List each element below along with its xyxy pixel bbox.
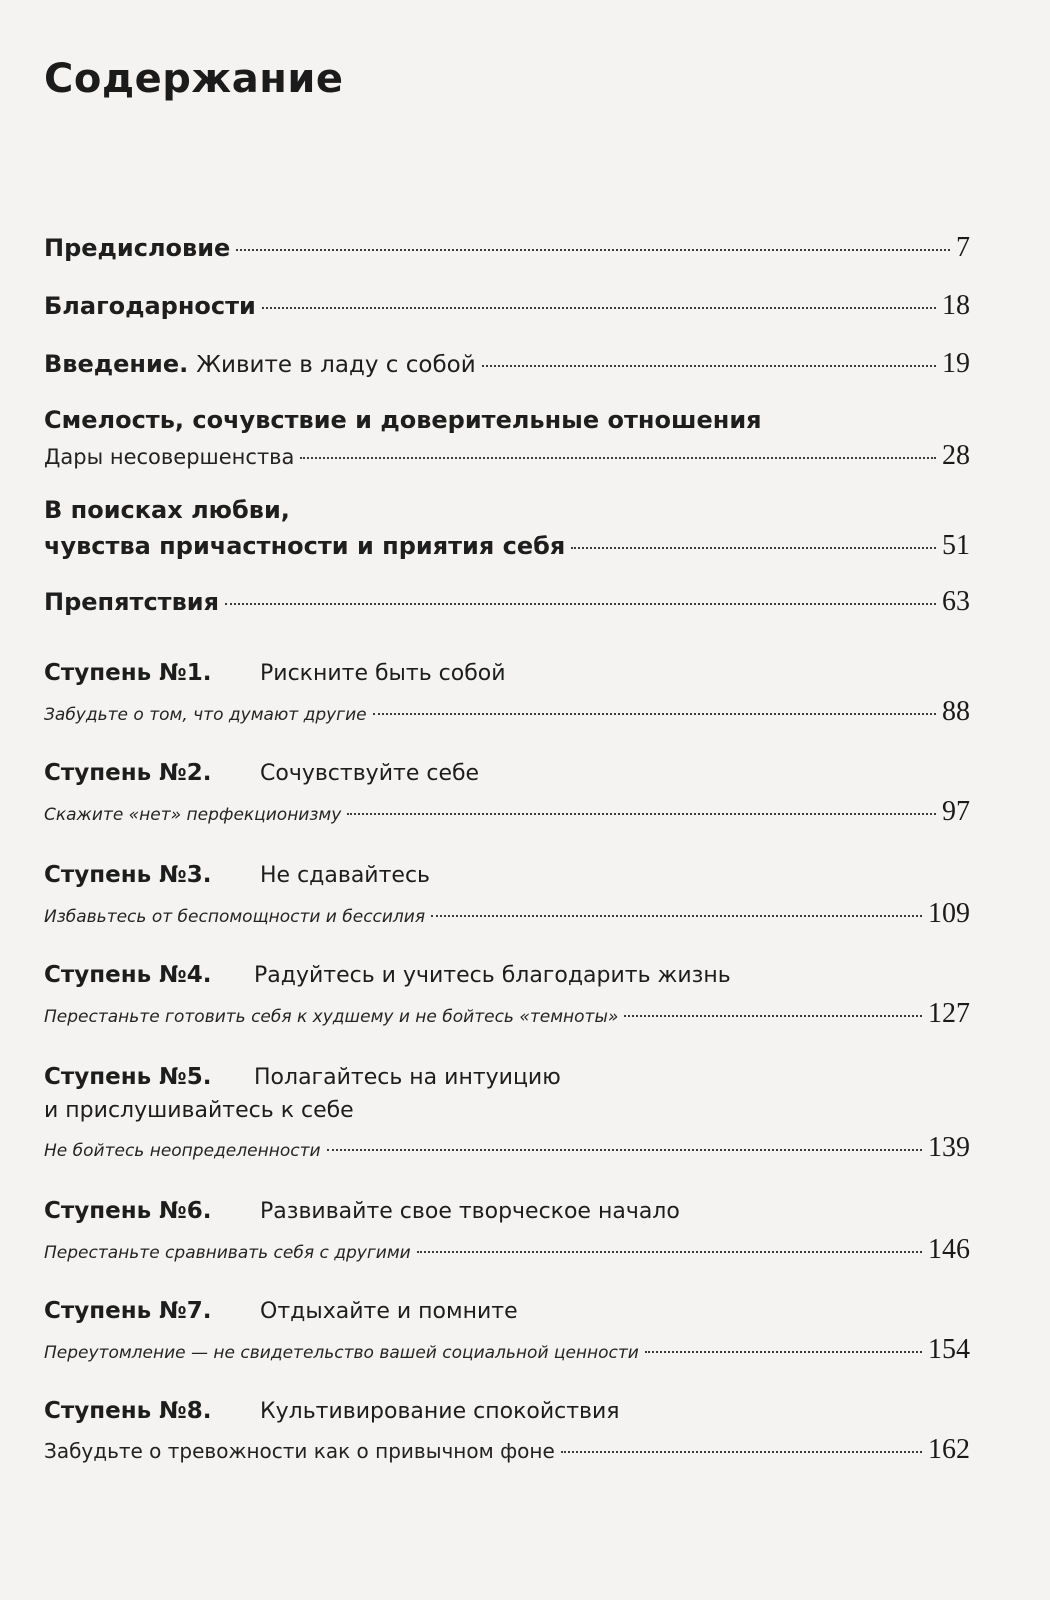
step-5-heading	[44, 1064, 561, 1090]
step-8-heading	[44, 1398, 620, 1424]
toc-entry-obstacles[interactable]	[44, 586, 970, 618]
leader-dots	[373, 713, 936, 715]
entry-subtitle: Скажите «нет» перфекционизму	[44, 805, 342, 825]
page-number: 51	[942, 530, 970, 561]
page-title: Содержание	[44, 56, 344, 102]
entry-subtitle: Переутомление — не свидетельство вашей социальной ценности	[44, 1343, 639, 1363]
toc-entry-courage[interactable]	[44, 440, 970, 472]
step-label: Ступень №4.	[44, 962, 212, 988]
leader-dots	[347, 813, 936, 815]
step-title: Сочувствуйте себе	[260, 761, 480, 786]
step-title: Полагайтесь на интуицию	[254, 1065, 561, 1090]
toc-entry-introduction[interactable]	[44, 348, 970, 380]
step-5-title-line2: и прислушивайтесь к себе	[44, 1098, 354, 1123]
step-title: Рискните быть собой	[260, 661, 506, 686]
step-label: Ступень №1.	[44, 660, 212, 686]
page-number: 63	[942, 586, 970, 617]
toc-entry-step-3[interactable]	[44, 898, 970, 930]
step-2-heading	[44, 760, 479, 786]
toc-entry-step-5[interactable]	[44, 1132, 970, 1164]
page-number: 28	[942, 440, 970, 471]
leader-dots	[327, 1149, 922, 1151]
entry-subtitle: Избавьтесь от беспомощности и бессилия	[44, 907, 426, 927]
toc-entry-acknowledgements[interactable]	[44, 290, 970, 322]
toc-entry-courage-title: Смелость, сочувствие и доверительные отношения	[44, 406, 762, 434]
leader-dots	[431, 915, 922, 917]
step-title: Развивайте свое творческое начало	[260, 1199, 680, 1224]
step-label: Ступень №5.	[44, 1064, 212, 1090]
step-label: Ступень №7.	[44, 1298, 212, 1324]
leader-dots	[645, 1351, 922, 1353]
page-number: 88	[942, 696, 970, 727]
entry-subtitle: Забудьте о тревожности как о привычном фоне	[44, 1439, 555, 1463]
page-number: 18	[942, 290, 970, 321]
toc-entry-step-1[interactable]	[44, 696, 970, 728]
page-number: 19	[942, 348, 970, 379]
entry-title: Препятствия	[44, 588, 219, 616]
step-label: Ступень №2.	[44, 760, 212, 786]
step-4-heading	[44, 962, 731, 988]
leader-dots	[300, 457, 936, 459]
leader-dots	[236, 249, 950, 251]
entry-subtitle: Перестаньте сравнивать себя с другими	[44, 1243, 411, 1263]
entry-title: Предисловие	[44, 234, 231, 262]
toc-entry-step-8[interactable]	[44, 1434, 970, 1466]
leader-dots	[225, 603, 936, 605]
step-7-heading	[44, 1298, 518, 1324]
leader-dots	[624, 1015, 922, 1017]
page-number: 154	[928, 1334, 970, 1365]
entry-subtitle: Дары несовершенства	[44, 445, 295, 469]
toc-entry-step-4[interactable]	[44, 998, 970, 1030]
toc-entry-step-7[interactable]	[44, 1334, 970, 1366]
step-label: Ступень №3.	[44, 862, 212, 888]
entry-subtitle: Перестаньте готовить себя к худшему и не бойтесь «темноты»	[44, 1007, 619, 1027]
leader-dots	[417, 1251, 922, 1253]
step-6-heading	[44, 1198, 680, 1224]
entry-title-bold: Введение.	[44, 350, 189, 378]
step-title: Отдыхайте и помните	[260, 1299, 518, 1324]
step-label: Ступень №6.	[44, 1198, 212, 1224]
entry-title-rest: Живите в ладу с собой	[196, 352, 476, 378]
step-label: Ступень №8.	[44, 1398, 212, 1424]
leader-dots	[561, 1451, 922, 1453]
toc-entry-step-2[interactable]	[44, 796, 970, 828]
leader-dots	[571, 547, 936, 549]
page-number: 109	[928, 898, 970, 929]
toc-entry-love-line1: В поисках любви,	[44, 496, 290, 524]
page-number: 146	[928, 1234, 970, 1265]
page-number: 97	[942, 796, 970, 827]
entry-subtitle: Забудьте о том, что думают другие	[44, 705, 367, 725]
step-1-heading	[44, 660, 506, 686]
entry-title: чувства причастности и приятия себя	[44, 532, 566, 560]
leader-dots	[482, 365, 936, 367]
step-title: Не сдавайтесь	[260, 863, 431, 888]
step-title: Культивирование спокойствия	[260, 1399, 620, 1424]
toc-entry-love[interactable]	[44, 530, 970, 562]
toc-entry-foreword[interactable]	[44, 232, 970, 264]
entry-title: Благодарности	[44, 292, 256, 320]
step-3-heading	[44, 862, 430, 888]
step-title: Радуйтесь и учитесь благодарить жизнь	[254, 963, 731, 988]
toc-entry-step-6[interactable]	[44, 1234, 970, 1266]
page-number: 7	[956, 232, 970, 263]
page-number: 139	[928, 1132, 970, 1163]
page-number: 127	[928, 998, 970, 1029]
page-number: 162	[928, 1434, 970, 1465]
leader-dots	[262, 307, 936, 309]
entry-subtitle: Не бойтесь неопределенности	[44, 1141, 321, 1161]
